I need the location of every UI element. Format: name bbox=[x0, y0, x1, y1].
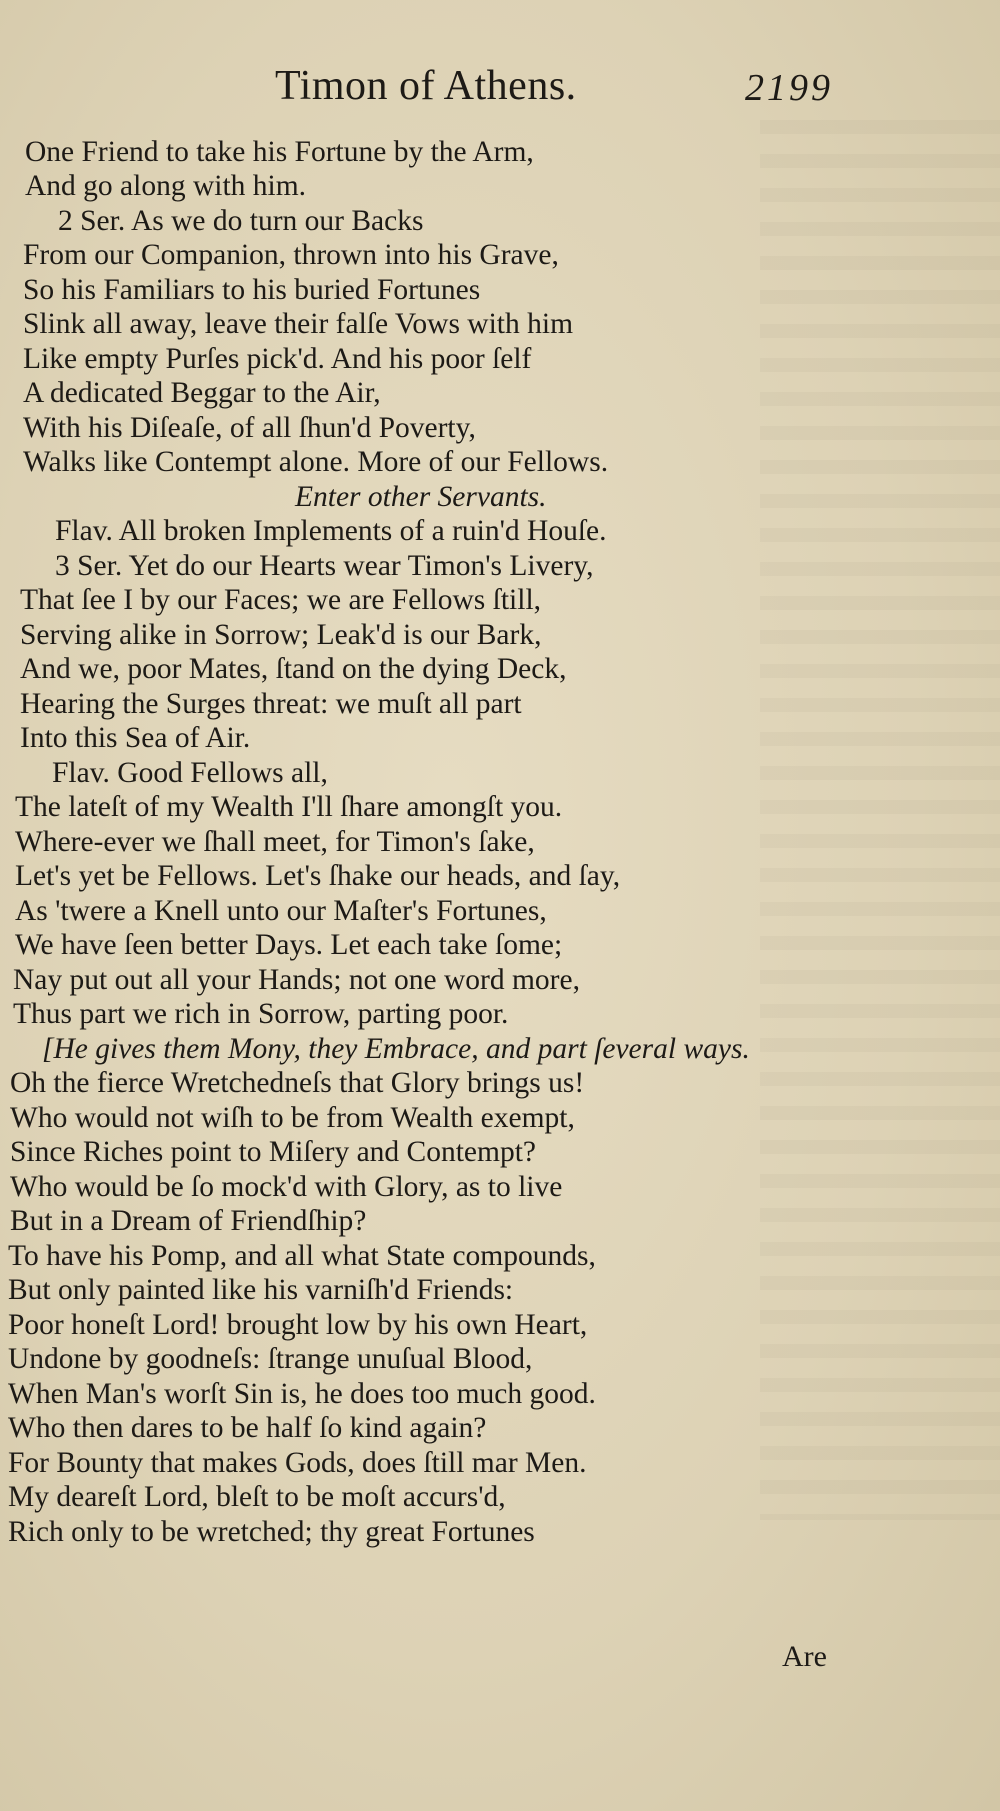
text-line: Where-ever we ſhall meet, for Timon's ſake, bbox=[15, 826, 535, 858]
text-line: Serving alike in Sorrow; Leak'd is our Bark, bbox=[20, 619, 542, 651]
page-header bbox=[0, 62, 1000, 122]
text-line: As 'twere a Knell unto our Maſter's Fortunes, bbox=[15, 895, 547, 927]
text-line: Rich only to be wretched; thy great Fortunes bbox=[8, 1516, 535, 1548]
text-line: One Friend to take his Fortune by the Arm, bbox=[25, 136, 534, 168]
text-line: Since Riches point to Miſery and Contempt? bbox=[10, 1136, 537, 1168]
show-through-shadow bbox=[760, 120, 1000, 1520]
text-line: When Man's worſt Sin is, he does too much good. bbox=[8, 1378, 596, 1410]
speaker-line: Flav. Good Fellows all, bbox=[52, 757, 328, 789]
text-line: The lateſt of my Wealth I'll ſhare amongſt you. bbox=[15, 791, 563, 823]
text-line: With his Diſeaſe, of all ſhun'd Poverty, bbox=[23, 412, 476, 444]
text-line: Hearing the Surges threat: we muſt all part bbox=[20, 688, 522, 720]
text-line: Poor honeſt Lord! brought low by his own Heart, bbox=[8, 1309, 588, 1341]
speaker-line: Flav. All broken Implements of a ruin'd Houſe. bbox=[55, 515, 607, 547]
text-line: Let's yet be Fellows. Let's ſhake our heads, and ſay, bbox=[15, 860, 621, 892]
running-title: Timon of Athens. bbox=[275, 63, 577, 109]
text-line: Nay put out all your Hands; not one word more, bbox=[13, 964, 580, 996]
stage-direction: Enter other Servants. bbox=[295, 481, 547, 513]
text-line: And go along with him. bbox=[25, 170, 307, 202]
speaker-line: 2 Ser. As we do turn our Backs bbox=[58, 205, 424, 237]
text-line: Slink all away, leave their falſe Vows with him bbox=[23, 308, 574, 340]
text-line: A dedicated Beggar to the Air, bbox=[23, 377, 381, 409]
text-line: But in a Dream of Friendſhip? bbox=[10, 1205, 367, 1237]
text-line: Who then dares to be half ſo kind again? bbox=[8, 1412, 487, 1444]
text-line: And we, poor Mates, ſtand on the dying Deck, bbox=[20, 653, 567, 685]
text-line: Oh the fierce Wretchedneſs that Glory brings us! bbox=[10, 1067, 585, 1099]
stage-direction: [He gives them Mony, they Embrace, and part ſeveral ways. bbox=[42, 1033, 750, 1065]
text-line: From our Companion, thrown into his Grave, bbox=[23, 239, 559, 271]
text-line: We have ſeen better Days. Let each take ſome; bbox=[15, 929, 563, 961]
text-line: But only painted like his varniſh'd Friends: bbox=[8, 1274, 514, 1306]
text-line: Undone by goodneſs: ſtrange unuſual Blood, bbox=[8, 1343, 533, 1375]
text-line: Into this Sea of Air. bbox=[20, 722, 251, 754]
page-number: 2199 bbox=[745, 67, 833, 109]
catchword: Are bbox=[782, 1640, 827, 1673]
text-line: My deareſt Lord, bleſt to be moſt accurs'd, bbox=[8, 1481, 506, 1513]
text-line: For Bounty that makes Gods, does ſtill mar Men. bbox=[8, 1447, 587, 1479]
text-line: That ſee I by our Faces; we are Fellows ſtill, bbox=[20, 584, 542, 616]
text-line: Walks like Contempt alone. More of our Fellows. bbox=[23, 446, 609, 478]
speaker-line: 3 Ser. Yet do our Hearts wear Timon's Livery, bbox=[55, 550, 594, 582]
text-line: So his Familiars to his buried Fortunes bbox=[23, 274, 481, 306]
text-line: To have his Pomp, and all what State compounds, bbox=[8, 1240, 596, 1272]
text-line: Like empty Purſes pick'd. And his poor ſelf bbox=[23, 343, 532, 375]
text-line: Thus part we rich in Sorrow, parting poor. bbox=[13, 998, 509, 1030]
text-line: Who would not wiſh to be from Wealth exempt, bbox=[10, 1102, 575, 1134]
text-line: Who would be ſo mock'd with Glory, as to live bbox=[10, 1171, 563, 1203]
